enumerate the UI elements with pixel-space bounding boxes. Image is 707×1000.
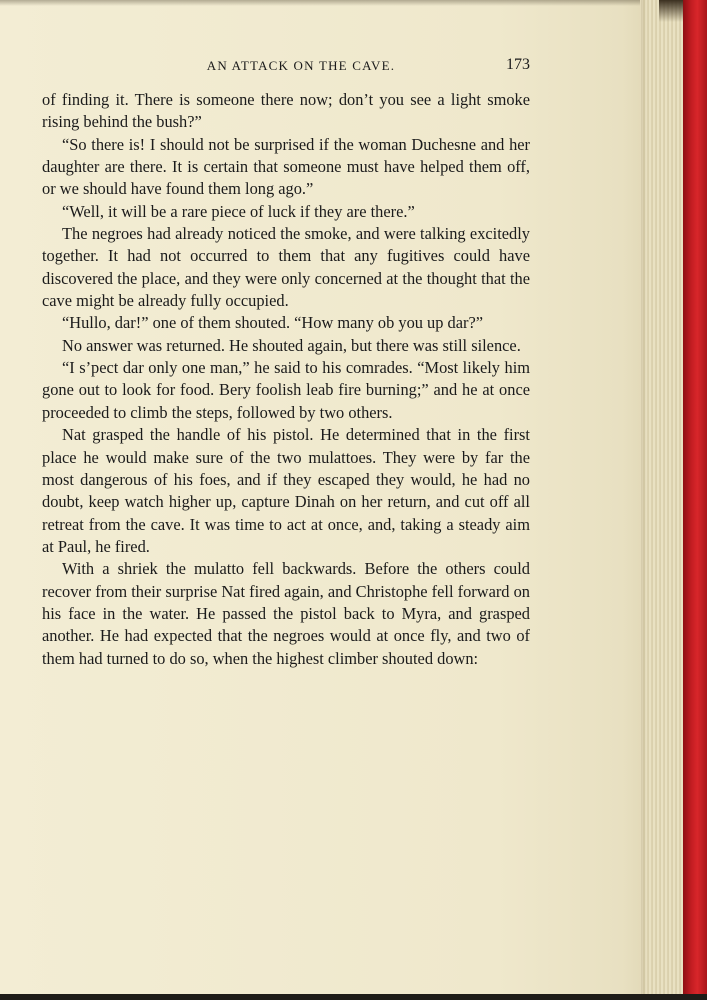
paragraph: “I s’pect dar only one man,” he said to his comrades. “Most likely him gone out to look for food. Bery foolish leab fire burning;” and he at once proceeded to climb the steps, followed by two others. <box>42 358 530 422</box>
body-text <box>42 89 530 670</box>
paragraph: With a shriek the mulatto fell backwards. Before the others could recover from their surprise Nat fired again, and Christophe fell forward on his face in the water. He passed the pistol back to Myra, and grasped another. He had expected that the negroes would at once fly, and two of them had turned to do so, when the highest climber shouted down: <box>42 559 530 668</box>
top-shadow <box>0 0 640 6</box>
bottom-edge <box>0 994 707 1000</box>
paragraph: “Well, it will be a rare piece of luck if they are there.” <box>62 201 415 221</box>
running-title: AN ATTACK ON THE CAVE. <box>206 58 396 73</box>
paragraph: No answer was returned. He shouted again, but there was still silence. <box>62 335 521 355</box>
page-edges <box>641 0 685 1000</box>
paragraph: “So there is! I should not be surprised if the woman Duchesne and her daughter are there. It is certain that someone must have helped them off, or we should have found them long ago.” <box>42 134 530 199</box>
paragraph: “Hullo, dar!” one of them shouted. “How many ob you up dar?” <box>62 313 484 333</box>
paragraph: Nat grasped the handle of his pistol. He determined that in the first place he would make sure of the two mulattoes. They were by far the most dangerous of his foes, and if they escaped they would, he had no doubt, keep watch higher up, capture Dinah on her return, and cut off all retreat from the cave. It was time to act at once, and, taking a steady aim at Paul, he fired. <box>42 425 530 556</box>
book-cover-edge <box>683 0 707 1000</box>
page-header <box>42 56 530 78</box>
paragraph: The negroes had already noticed the smoke, and were talking excitedly together. It had not occurred to them that any fugitives could have discovered the place, and they were only concerned at the thought that the cave might be already fully occupied. <box>42 224 530 311</box>
paragraph: of finding it. There is someone there now; don’t you see a light smoke rising behind the bush?” <box>42 90 530 132</box>
page-number: 173 <box>506 56 530 73</box>
